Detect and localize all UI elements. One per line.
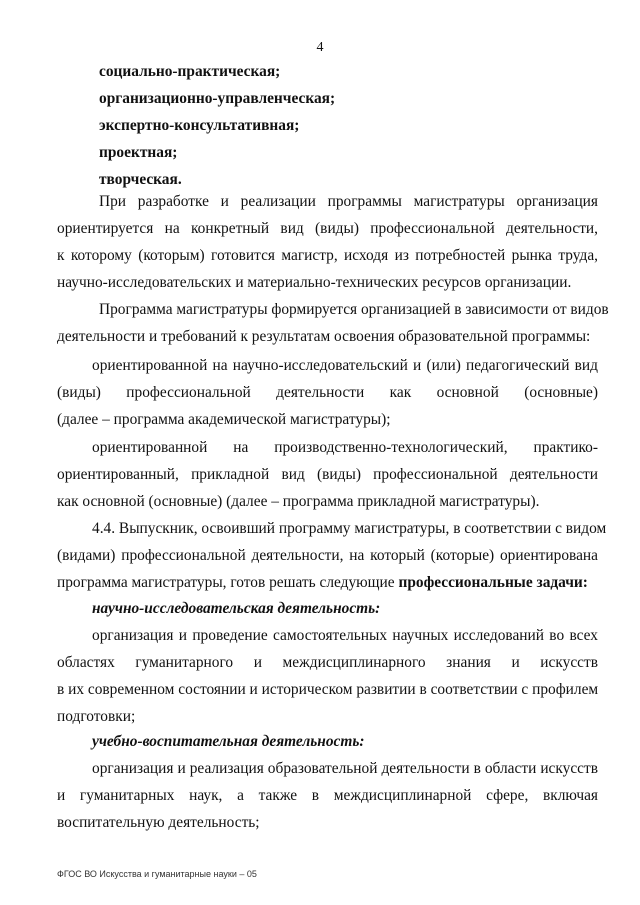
text-line: областях гуманитарного и междисциплинарного знания и искусств	[57, 654, 598, 671]
text-line: деятельности и требований к результатам освоения образовательной программы:	[57, 328, 591, 345]
text-line: к которому (которым) готовится магистр, исходя из потребностей рынка труда,	[57, 247, 598, 264]
text-line: 4.4. Выпускник, освоивший программу магистратуры, в соответствии с видом	[92, 520, 607, 537]
text-line: (далее – программа академической магистратуры);	[57, 411, 391, 428]
section-heading-research: научно-исследовательская деятельность:	[92, 600, 381, 617]
text-line: ориентированный, прикладной вид (виды) профессиональной деятельности	[57, 466, 598, 483]
text-line: как основной (основные) (далее – программа прикладной магистратуры).	[57, 493, 540, 510]
text-span: программа магистратуры, готов решать следующие	[57, 574, 399, 591]
text-line: воспитательную деятельность;	[57, 814, 260, 831]
text-line: ориентируется на конкретный вид (виды) профессиональной деятельности,	[57, 220, 598, 237]
activity-kind-item: творческая.	[99, 171, 182, 188]
text-line: научно-исследовательских и материально-технических ресурсов организации.	[57, 274, 572, 291]
activity-kind-item: организационно-управленческая;	[99, 90, 336, 107]
activity-kind-item: проектная;	[99, 144, 178, 161]
page-number: 4	[316, 40, 324, 55]
text-line: ориентированной на производственно-технологический, практико-	[92, 439, 598, 456]
text-line: организация и проведение самостоятельных научных исследований во всех	[92, 627, 598, 644]
text-line: и гуманитарных наук, а также в междисциплинарной сфере, включая	[57, 787, 598, 804]
text-line: организация и реализация образовательной деятельности в области искусств	[92, 760, 598, 777]
text-line: Программа магистратуры формируется организацией в зависимости от видов	[99, 301, 609, 318]
text-line: (виды) профессиональной деятельности как основной (основные)	[57, 384, 598, 401]
text-line: (видами) профессиональной деятельности, на который (которые) ориентирована	[57, 547, 598, 564]
text-line	[57, 573, 598, 593]
professional-tasks-label: профессиональные задачи:	[398, 574, 588, 591]
section-heading-education: учебно-воспитательная деятельность:	[92, 733, 365, 750]
text-line: подготовки;	[57, 708, 136, 725]
text-line: ориентированной на научно-исследовательский и (или) педагогический вид	[92, 357, 598, 374]
activity-kind-item: социально-практическая;	[99, 63, 281, 80]
page-footer: ФГОС ВО Искусства и гуманитарные науки – 05	[57, 869, 257, 879]
text-line: При разработке и реализации программы магистратуры организация	[99, 193, 598, 210]
activity-kind-item: экспертно-консультативная;	[99, 117, 300, 134]
text-line: в их современном состоянии и историческом развитии в соответствии с профилем	[57, 681, 599, 698]
